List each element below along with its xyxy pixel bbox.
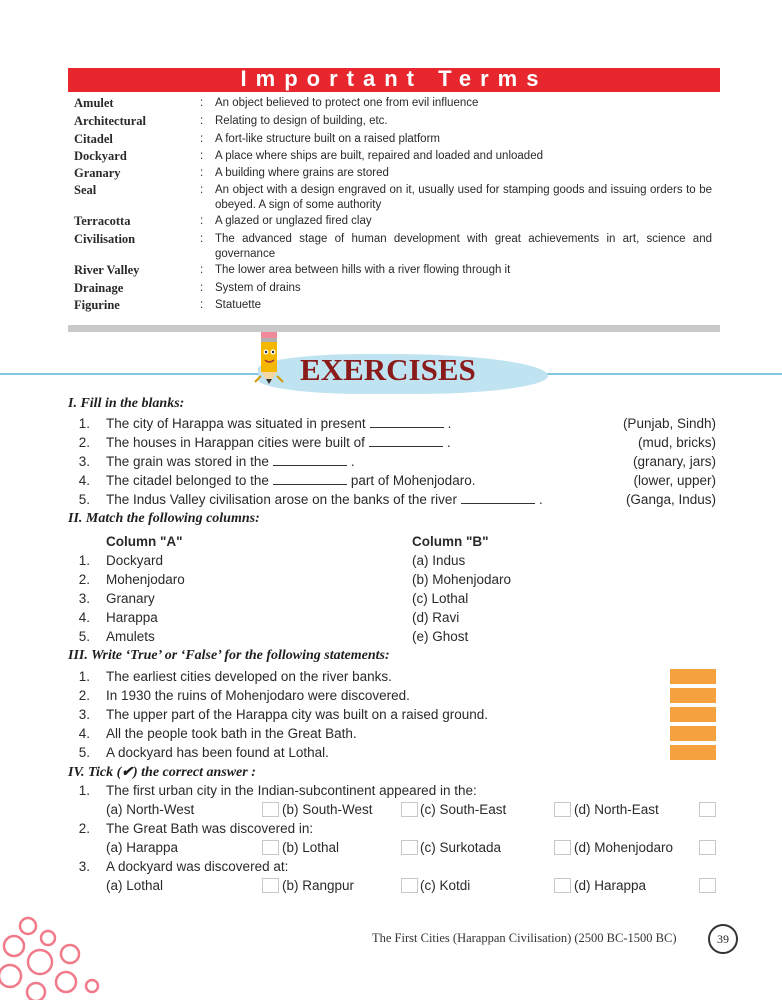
- column-b-item: (c) Lothal: [412, 591, 469, 606]
- question-text-end: .: [447, 416, 452, 431]
- statement-row: [68, 667, 782, 686]
- term-definition: A building where grains are stored: [215, 167, 389, 179]
- true-false-list: [68, 667, 782, 767]
- term-name: River Valley: [74, 263, 140, 277]
- question-number: 1.: [78, 416, 90, 431]
- term-definition: An object with a design engraved on it, usually used for stamping goods and issuing orders to be obeyed. A sign of some authority: [215, 184, 712, 211]
- statement-row: [68, 724, 782, 743]
- question-text-start: The houses in Harappan cities were built of: [106, 435, 365, 450]
- fill-blanks-list: [68, 414, 782, 514]
- term-separator: :: [200, 184, 204, 196]
- question-text-end: .: [350, 454, 355, 469]
- terms-list: [68, 92, 720, 332]
- question-text-end: .: [446, 435, 451, 450]
- answer-options: (granary, jars): [632, 454, 716, 469]
- term-name: Citadel: [74, 132, 113, 146]
- terms-title: Important Terms: [240, 66, 548, 91]
- fill-question: [68, 433, 782, 452]
- term-definition: System of drains: [215, 282, 301, 294]
- statement-text: All the people took bath in the Great Bath.: [106, 726, 357, 741]
- question-text: A dockyard was discovered at:: [106, 859, 289, 874]
- footer-chapter-title: The First Cities (Harappan Civilisation) (2500 BC-1500 BC): [372, 931, 677, 945]
- option-label: (c) South-East: [420, 802, 507, 817]
- column-b-item: (e) Ghost: [412, 629, 469, 644]
- tick-checkbox[interactable]: [554, 840, 571, 855]
- match-heading: II. Match the following columns:: [68, 511, 260, 526]
- statement-number: 2.: [78, 688, 90, 703]
- option-label: (d) Harappa: [574, 878, 647, 893]
- match-row: [68, 608, 782, 627]
- answer-blank[interactable]: [369, 434, 443, 447]
- term-separator: :: [200, 150, 204, 162]
- term-separator: :: [200, 233, 204, 245]
- row-number: 2.: [78, 572, 90, 587]
- question-text-end: .: [538, 492, 543, 507]
- tick-checkbox[interactable]: [554, 802, 571, 817]
- answer-options: (mud, bricks): [637, 435, 716, 450]
- term-definition: A glazed or unglazed fired clay: [215, 215, 372, 227]
- question-number: 5.: [78, 492, 90, 507]
- option-label: (b) Lothal: [282, 840, 340, 855]
- question-text-start: The Indus Valley civilisation arose on the banks of the river: [106, 492, 457, 507]
- tick-options-row: [68, 800, 782, 819]
- question-number: 2.: [78, 435, 90, 450]
- true-false-heading: III. Write ‘True’ or ‘False’ for the following statements:: [68, 648, 390, 663]
- column-b-item: (b) Mohenjodaro: [412, 572, 512, 587]
- question-number: 4.: [78, 473, 90, 488]
- statement-row: [68, 705, 782, 724]
- decorative-circles-icon: [0, 912, 110, 1000]
- question-text: [106, 414, 451, 433]
- column-b-header: Column "B": [412, 534, 489, 549]
- row-number: 5.: [78, 629, 90, 644]
- tick-checkbox[interactable]: [262, 840, 279, 855]
- term-separator: :: [200, 133, 204, 145]
- option-label: (b) Rangpur: [282, 878, 355, 893]
- row-number: 1.: [78, 553, 90, 568]
- tick-checkbox[interactable]: [699, 840, 716, 855]
- question-text-start: The city of Harappa was situated in present: [106, 416, 366, 431]
- match-list: [68, 551, 782, 651]
- statement-text: A dockyard has been found at Lothal.: [106, 745, 329, 760]
- term-separator: :: [200, 264, 204, 276]
- column-a-item: Amulets: [106, 629, 155, 644]
- question-number: 3.: [78, 454, 90, 469]
- term-definition: Relating to design of building, etc.: [215, 115, 388, 127]
- term-separator: :: [200, 167, 204, 179]
- tick-checkbox[interactable]: [262, 802, 279, 817]
- answer-blank[interactable]: [273, 472, 347, 485]
- fill-question: [68, 414, 782, 433]
- statement-number: 4.: [78, 726, 90, 741]
- statement-number: 3.: [78, 707, 90, 722]
- exercises-title: EXERCISES: [300, 352, 476, 387]
- question-text: [106, 452, 355, 471]
- row-number: 3.: [78, 591, 90, 606]
- match-row: [68, 627, 782, 646]
- answer-blank[interactable]: [370, 415, 444, 428]
- term-definition: Statuette: [215, 299, 262, 311]
- question-text: The first urban city in the Indian-subcontinent appeared in the:: [106, 783, 477, 798]
- answer-blank[interactable]: [461, 491, 535, 504]
- term-name: Amulet: [74, 96, 114, 110]
- term-name: Granary: [74, 166, 121, 180]
- question-number: 1.: [78, 783, 90, 798]
- answer-options: (Ganga, Indus): [625, 492, 716, 507]
- match-row: [68, 570, 782, 589]
- column-b-item: (a) Indus: [412, 553, 466, 568]
- question-text: The Great Bath was discovered in:: [106, 821, 314, 836]
- tick-question: [68, 819, 782, 838]
- question-number: 2.: [78, 821, 90, 836]
- term-name: Civilisation: [74, 232, 136, 246]
- tick-question: [68, 781, 782, 800]
- term-name: Figurine: [74, 298, 120, 312]
- option-label: (a) Harappa: [106, 840, 179, 855]
- term-separator: :: [200, 215, 204, 227]
- statement-text: In 1930 the ruins of Mohenjodaro were discovered.: [106, 688, 410, 703]
- term-name: Seal: [74, 183, 97, 197]
- term-separator: :: [200, 115, 204, 127]
- tick-checkbox[interactable]: [699, 802, 716, 817]
- fill-question: [68, 452, 782, 471]
- tick-options-row: [68, 838, 782, 857]
- term-name: Architectural: [74, 114, 146, 128]
- pencil-mascot-icon: [252, 330, 286, 390]
- question-text-start: The grain was stored in the: [106, 454, 269, 469]
- term-separator: :: [200, 299, 204, 311]
- fill-question: [68, 471, 782, 490]
- statement-row: [68, 686, 782, 705]
- term-name: Drainage: [74, 281, 124, 295]
- answer-box[interactable]: [670, 688, 716, 703]
- column-a-item: Dockyard: [106, 553, 164, 568]
- tick-checkbox[interactable]: [401, 840, 418, 855]
- question-text: [106, 490, 543, 509]
- term-name: Terracotta: [74, 214, 131, 228]
- term-separator: :: [200, 97, 204, 109]
- option-label: (c) Kotdi: [420, 878, 471, 893]
- answer-options: (lower, upper): [633, 473, 716, 488]
- statement-text: The earliest cities developed on the river banks.: [106, 669, 392, 684]
- tick-heading: IV. Tick (✔) the correct answer :: [68, 765, 256, 780]
- row-number: 4.: [78, 610, 90, 625]
- term-definition: An object believed to protect one from evil influence: [215, 97, 479, 109]
- match-row: [68, 551, 782, 570]
- statement-text: The upper part of the Harappa city was built on a raised ground.: [106, 707, 488, 722]
- question-text: [106, 471, 475, 490]
- tick-checkbox[interactable]: [401, 802, 418, 817]
- tick-checkbox[interactable]: [401, 878, 418, 893]
- fill-question: [68, 490, 782, 509]
- option-label: (a) Lothal: [106, 878, 164, 893]
- column-a-item: Mohenjodaro: [106, 572, 185, 587]
- column-a-item: Granary: [106, 591, 155, 606]
- answer-blank[interactable]: [273, 453, 347, 466]
- question-text: [106, 433, 451, 452]
- statement-row: [68, 743, 782, 762]
- option-label: (d) Mohenjodaro: [574, 840, 674, 855]
- tick-list: [68, 781, 782, 901]
- term-definition: A place where ships are built, repaired and loaded and unloaded: [215, 150, 543, 162]
- tick-checkbox[interactable]: [554, 878, 571, 893]
- fill-blanks-heading: I. Fill in the blanks:: [68, 396, 185, 411]
- term-definition: The lower area between hills with a river flowing through it: [215, 264, 511, 276]
- statement-number: 5.: [78, 745, 90, 760]
- option-label: (c) Surkotada: [420, 840, 502, 855]
- answer-box[interactable]: [670, 669, 716, 684]
- column-a-item: Harappa: [106, 610, 158, 625]
- tick-options-row: [68, 876, 782, 895]
- answer-box[interactable]: [670, 745, 716, 760]
- question-number: 3.: [78, 859, 90, 874]
- statement-number: 1.: [78, 669, 90, 684]
- tick-checkbox[interactable]: [262, 878, 279, 893]
- term-separator: :: [200, 282, 204, 294]
- match-row: [68, 589, 782, 608]
- option-label: (d) North-East: [574, 802, 659, 817]
- tick-question: [68, 857, 782, 876]
- tick-checkbox[interactable]: [699, 878, 716, 893]
- term-definition: A fort-like structure built on a raised platform: [215, 133, 440, 145]
- column-b-item: (d) Ravi: [412, 610, 460, 625]
- answer-box[interactable]: [670, 707, 716, 722]
- answer-box[interactable]: [670, 726, 716, 741]
- column-a-header: Column "A": [106, 534, 183, 549]
- page-number: 39: [708, 924, 738, 954]
- answer-options: (Punjab, Sindh): [622, 416, 716, 431]
- term-definition: The advanced stage of human development with great achievements in art, science and governance: [215, 233, 712, 260]
- question-text-start: The citadel belonged to the: [106, 473, 269, 488]
- question-text-end: part of Mohenjodaro.: [350, 473, 476, 488]
- option-label: (b) South-West: [282, 802, 373, 817]
- term-name: Dockyard: [74, 149, 127, 163]
- option-label: (a) North-West: [106, 802, 195, 817]
